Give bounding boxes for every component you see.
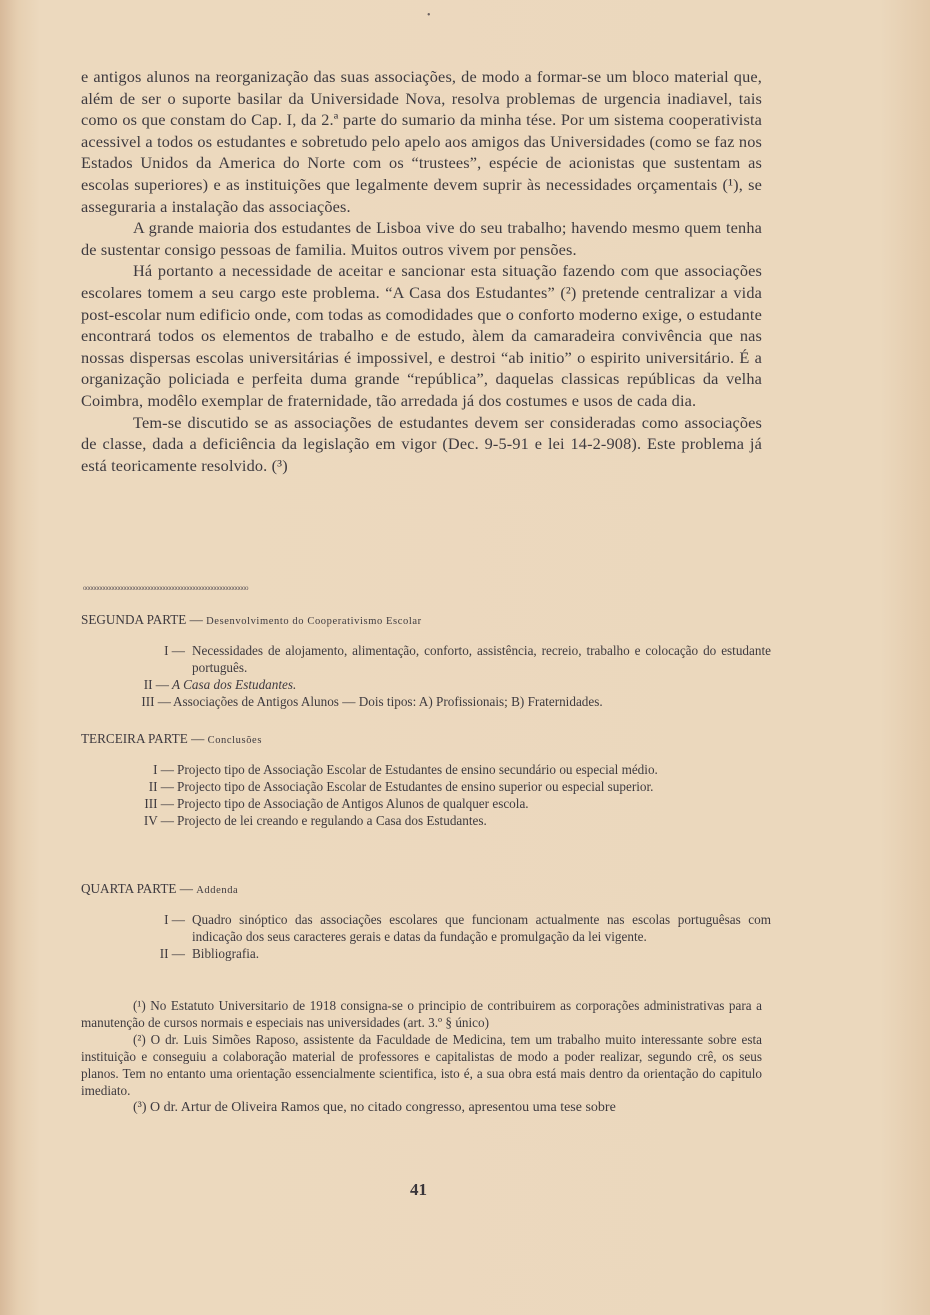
ornamental-divider: ooooooooooooooooooooooooooooooooooooooooooooooooooooooo	[83, 585, 248, 591]
footnote: (¹) No Estatuto Universitario de 1918 consigna-se o principio de contribuirem as corporações administrativas para a manutenção de cursos normais e especiais nas universidades (art. 3.º § único)	[81, 998, 762, 1030]
footnote: (³) O dr. Artur de Oliveira Ramos que, no citado congresso, apresentou uma tese sobre	[133, 1100, 616, 1115]
part-heading	[81, 730, 771, 749]
outline-item	[81, 676, 771, 693]
part-subtitle: Desenvolvimento do Cooperativismo Escolar	[206, 616, 422, 627]
paragraph: e antigos alunos na reorganização das suas associações, de modo a formar-se um bloco material que, além de ser o suporte basilar da Universidade Nova, resolva problemas de urgencia inadiavel, tais como os que constam do Cap. I, da 2.ª parte do sumario da minha tése. Por um sistema cooperativista acessivel a todos os estudantes e sobretudo pelo apelo aos amigos das Universidades (como se faz nos Estados Unidos da America do Norte com os “trustees”, espécie de acionistas que sustentam as escolas superiores) e as instituições que legalmente devem suprir às necessidades orçamentais (¹), se asseguraria a instalação das associações.	[81, 67, 762, 216]
item-number: I —	[153, 762, 174, 777]
top-mark: •	[427, 10, 431, 21]
item-text: Quadro sinóptico das associações escolares que funcionam actualmente nas escolas portuguêsas com indicação dos seus caracteres gerais e datas da fundação e promulgação da lei vigente.	[192, 912, 771, 944]
outline-item	[81, 812, 771, 829]
part-title: QUARTA PARTE —	[81, 881, 193, 896]
item-number: II —	[143, 677, 169, 692]
item-text: A Casa dos Estudantes.	[172, 677, 297, 692]
outline-item	[81, 945, 771, 962]
outline-item	[81, 693, 771, 710]
part-title: TERCEIRA PARTE —	[81, 731, 205, 746]
item-number: I —	[164, 912, 185, 927]
paragraph: A grande maioria dos estudantes de Lisboa vive do seu trabalho; havendo mesmo quem tenha de sustentar consigo pessoas de familia. Muitos outros vivem por pensões.	[81, 218, 762, 259]
part-title: SEGUNDA PARTE —	[81, 612, 203, 627]
outline-item	[81, 761, 771, 778]
footnotes	[81, 997, 762, 1116]
footnote: (²) O dr. Luis Simões Raposo, assistente da Faculdade de Medicina, tem um trabalho muito interessante sobre esta instituição e conseguiu a colaboração material de professores e capitalistas de modo a poder realizar, segundo crê, os seus planos. Tem no entanto uma orientação essencialmente scientifica, isto é, a sua obra está mais dentro da orientação do capitulo imediato.	[81, 1032, 762, 1098]
item-text: Projecto tipo de Associação Escolar de Estudantes de ensino superior ou especial superior.	[177, 779, 654, 794]
part-heading	[81, 611, 771, 630]
item-text: Projecto tipo de Associação Escolar de Estudantes de ensino secundário ou especial médio.	[177, 762, 658, 777]
item-text: Projecto de lei creando e regulando a Casa dos Estudantes.	[177, 813, 487, 828]
item-number: IV —	[143, 813, 174, 828]
item-text: Projecto tipo de Associação de Antigos Alunos de qualquer escola.	[177, 796, 529, 811]
part-subtitle: Conclusões	[207, 735, 263, 746]
part-fourth	[81, 880, 771, 962]
item-number: III —	[141, 694, 171, 709]
paragraph: Tem-se discutido se as associações de estudantes devem ser consideradas como associações de classe, dada a deficiência da legislação em vigor (Dec. 9-5-91 e lei 14-2-908). Este problema já está teoricamente resolvido. (³)	[81, 412, 762, 475]
outline-item	[81, 795, 771, 812]
item-number: II —	[148, 779, 174, 794]
main-text	[81, 66, 762, 476]
item-text: Necessidades de alojamento, alimentação, conforto, assistência, recreio, trabalho e colocação do estudante português.	[192, 643, 771, 675]
part-subtitle: Addenda	[196, 885, 239, 896]
page-number: 41	[410, 1180, 427, 1199]
outline-item	[81, 911, 771, 945]
item-number: I —	[164, 643, 185, 658]
part-heading	[81, 880, 771, 899]
part-third	[81, 730, 771, 829]
outline-item	[81, 778, 771, 795]
item-text: Associações de Antigos Alunos — Dois tipos: A) Profissionais; B) Fraternidades.	[173, 694, 603, 709]
outline-item	[81, 642, 771, 676]
item-text: Bibliografia.	[192, 946, 260, 961]
item-number: III —	[144, 796, 174, 811]
part-second	[81, 611, 771, 710]
paragraph: Há portanto a necessidade de aceitar e sancionar esta situação fazendo com que associações escolares tomem a seu cargo este problema. “A Casa dos Estudantes” (²) pretende centralizar a vida post-escolar num edificio onde, com todas as comodidades que o conforto moderno exige, o estudante encontrará todos os elementos de trabalho e de estudo, àlem da camaradeira convivência que nas nossas dispersas escolas universitárias é impossivel, e destroi “ab initio” o espirito universitário. É a organização policiada e perfeita duma grande “república”, daquelas classicas repúblicas da velha Coimbra, modêlo exemplar de fraternidade, tão arredada já dos costumes e usos de cada dia.	[81, 261, 762, 410]
item-number: II —	[159, 946, 185, 961]
